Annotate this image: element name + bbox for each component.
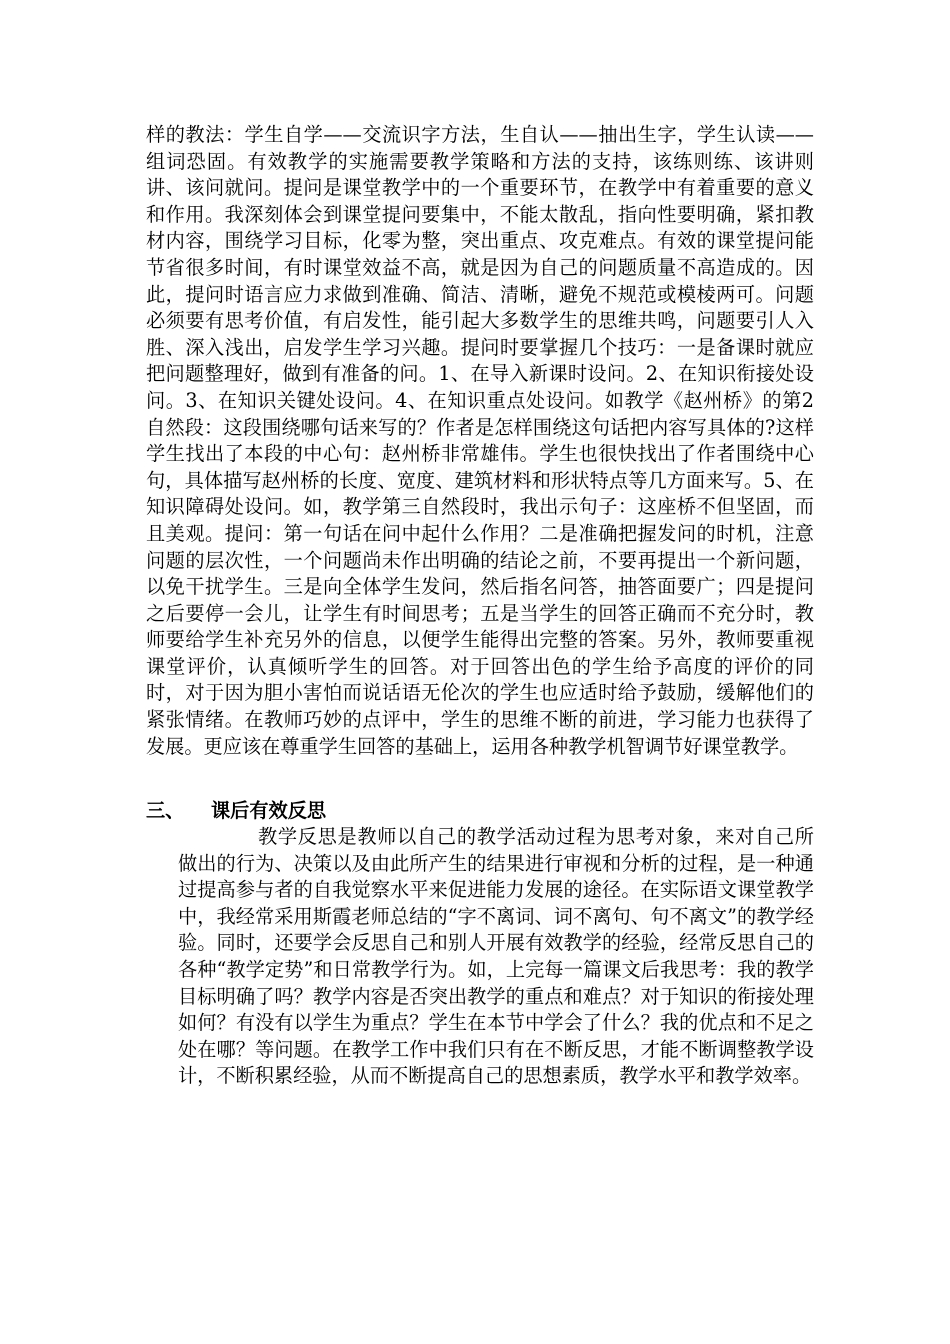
section-title: 课后有效反思 <box>211 799 327 822</box>
section-number: 三、 <box>146 799 185 822</box>
section-heading <box>146 798 326 825</box>
body-paragraph: 样的教法：学生自学——交流识字方法，生自认——抽出生字，学生认读——组词恐固。有效教学的实施需要教学策略和方法的支持，该练则练、该讲则讲、该问就问。提问是课堂教学中的一个重要环节，在教学中有着重要的意义和作用。我深刻体会到课堂提问要集中，不能太散乱，指向性要明确，紧扣教材内容，围绕学习目标，化零为整，突出重点、攻克难点。有效的课堂提问能节省很多时间，有时课堂效益不高，就是因为自己的问题质量不高造成的。因此，提问时语言应力求做到准确、简洁、清晰，避免不规范或模棱两可。问题必须要有思考价值，有启发性，能引起大多数学生的思维共鸣，问题要引人入胜、深入浅出，启发学生学习兴趣。提问时要掌握几个技巧：一是备课时就应把问题整理好，做到有准备的问。1、在导入新课时设问。2、在知识衔接处设问。3、在知识关键处设问。4、在知识重点处设问。如教学《赵州桥》的第2自然段：这段围绕哪句话来写的？作者是怎样围绕这句话把内容写具体的?这样学生找出了本段的中心句：赵州桥非常雄伟。学生也很快找出了作者围绕中心句，具体描写赵州桥的长度、宽度、建筑材料和形状特点等几方面来写。5、在知识障碍处设问。如，教学第三自然段时，我出示句子：这座桥不但坚固，而且美观。提问：第一句话在问中起什么作用？二是准确把握发问的时机，注意问题的层次性，一个问题尚未作出明确的结论之前，不要再提出一个新问题，以免干扰学生。三是向全体学生发问，然后指名问答，抽答面要广；四是提问之后要停一会儿，让学生有时间思考；五是当学生的回答正确而不充分时，教师要给学生补充另外的信息，以便学生能得出完整的答案。另外，教师要重视课堂评价，认真倾听学生的回答。对于回答出色的学生给予高度的评价的同时，对于因为胆小害怕而说话语无伦次的学生也应适时给予鼓励，缓解他们的紧张情绪。在教师巧妙的点评中，学生的思维不断的前进，学习能力也获得了发展。更应该在尊重学生回答的基础上，运用各种教学机智调节好课堂教学。 <box>146 123 814 758</box>
reflection-paragraph: 教学反思是教师以自己的教学活动过程为思考对象，来对自己所做出的行为、决策以及由此所产生的结果进行审视和分析的过程，是一种通过提高参与者的自我觉察水平来促进能力发展的途径。在实际语文课堂教学中，我经常采用斯霞老师总结的“字不离词、词不离句、句不离文”的教学经验。同时，还要学会反思自己和别人开展有效教学的经验，经常反思自己的各种“教学定势”和日常教学行为。如，上完每一篇课文后我思考：我的教学目标明确了吗？教学内容是否突出教学的重点和难点？对于知识的衔接处理如何？有没有以学生为重点？学生在本节中学会了什么？我的优点和不足之处在哪？等问题。在教学工作中我们只有在不断反思，才能不断调整教学设计，不断积累经验，从而不断提高自己的思想素质，教学水平和教学效率。 <box>178 825 814 1088</box>
